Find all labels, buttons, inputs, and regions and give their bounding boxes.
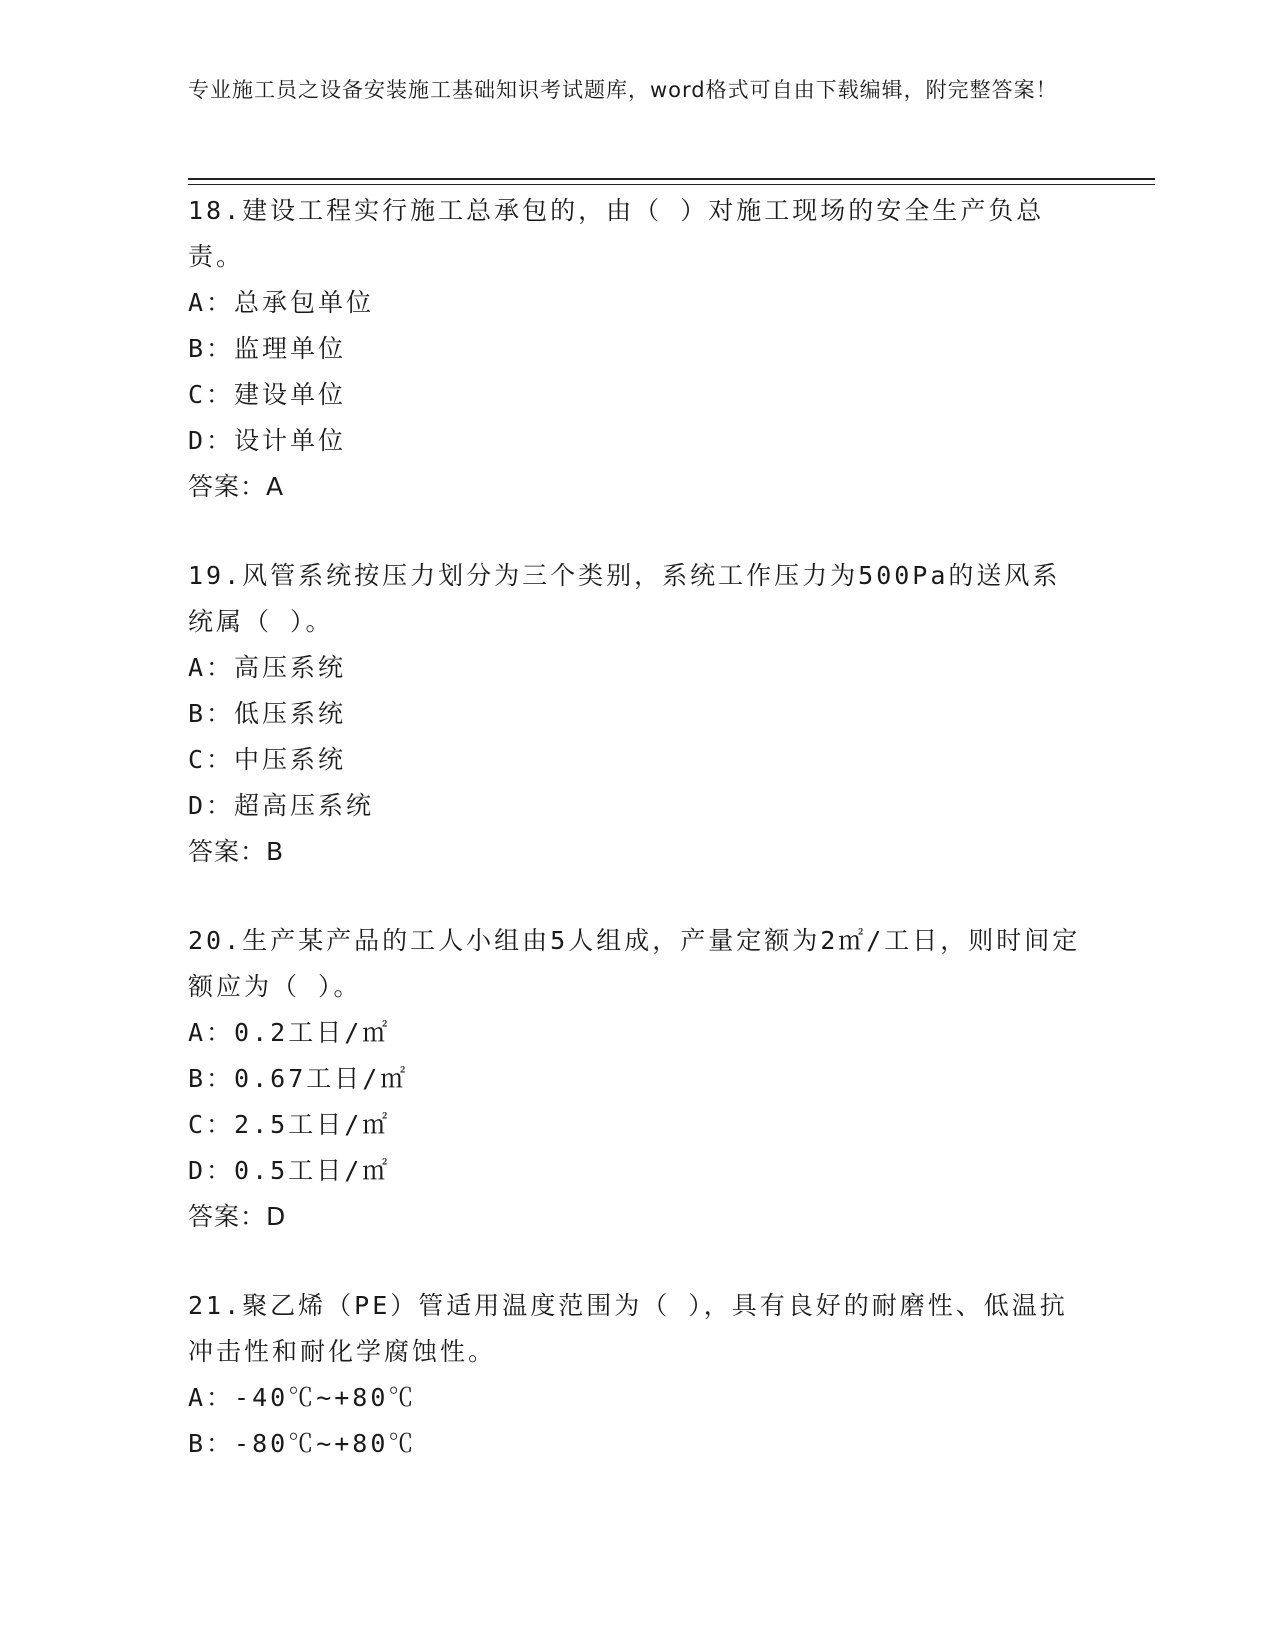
option-a: A：高压系统 bbox=[188, 653, 347, 682]
option-d: D：0.5工日/㎡ bbox=[188, 1156, 391, 1185]
question-20 bbox=[188, 918, 1088, 1240]
option-b: B：低压系统 bbox=[188, 699, 347, 728]
question-text: 19.风管系统按压力划分为三个类别，系统工作压力为500Pa的送风系统属（ ）。 bbox=[188, 561, 1061, 636]
option-b: B：0.67工日/㎡ bbox=[188, 1064, 409, 1093]
option-a: A：-40℃~+80℃ bbox=[188, 1383, 417, 1412]
option-d: D：设计单位 bbox=[188, 426, 347, 455]
question-text: 20.生产某产品的工人小组由5人组成，产量定额为2㎡/工日，则时间定额应为（ ）。 bbox=[188, 926, 1081, 1001]
answer-line: 答案：B bbox=[188, 837, 285, 866]
header-divider-thin bbox=[188, 184, 1155, 185]
header-divider-thick bbox=[188, 178, 1155, 180]
option-b: B：监理单位 bbox=[188, 334, 347, 363]
option-a: A：总承包单位 bbox=[188, 288, 375, 317]
option-c: C：中压系统 bbox=[188, 745, 347, 774]
option-b: B：-80℃~+80℃ bbox=[188, 1429, 417, 1458]
question-text: 21.聚乙烯（PE）管适用温度范围为（ ），具有良好的耐磨性、低温抗冲击性和耐化学腐蚀性。 bbox=[188, 1291, 1068, 1366]
question-21 bbox=[188, 1283, 1088, 1467]
question-text: 18.建设工程实行施工总承包的，由（ ）对施工现场的安全生产负总责。 bbox=[188, 196, 1045, 271]
option-a: A：0.2工日/㎡ bbox=[188, 1018, 391, 1047]
question-18 bbox=[188, 188, 1088, 510]
option-d: D：超高压系统 bbox=[188, 791, 375, 820]
document-header: 专业施工员之设备安装施工基础知识考试题库，word格式可自由下载编辑，附完整答案！ bbox=[188, 78, 1058, 102]
answer-line: 答案：A bbox=[188, 472, 285, 501]
answer-line: 答案：D bbox=[188, 1202, 287, 1231]
option-c: C：建设单位 bbox=[188, 380, 347, 409]
option-c: C：2.5工日/㎡ bbox=[188, 1110, 391, 1139]
question-19 bbox=[188, 553, 1088, 875]
